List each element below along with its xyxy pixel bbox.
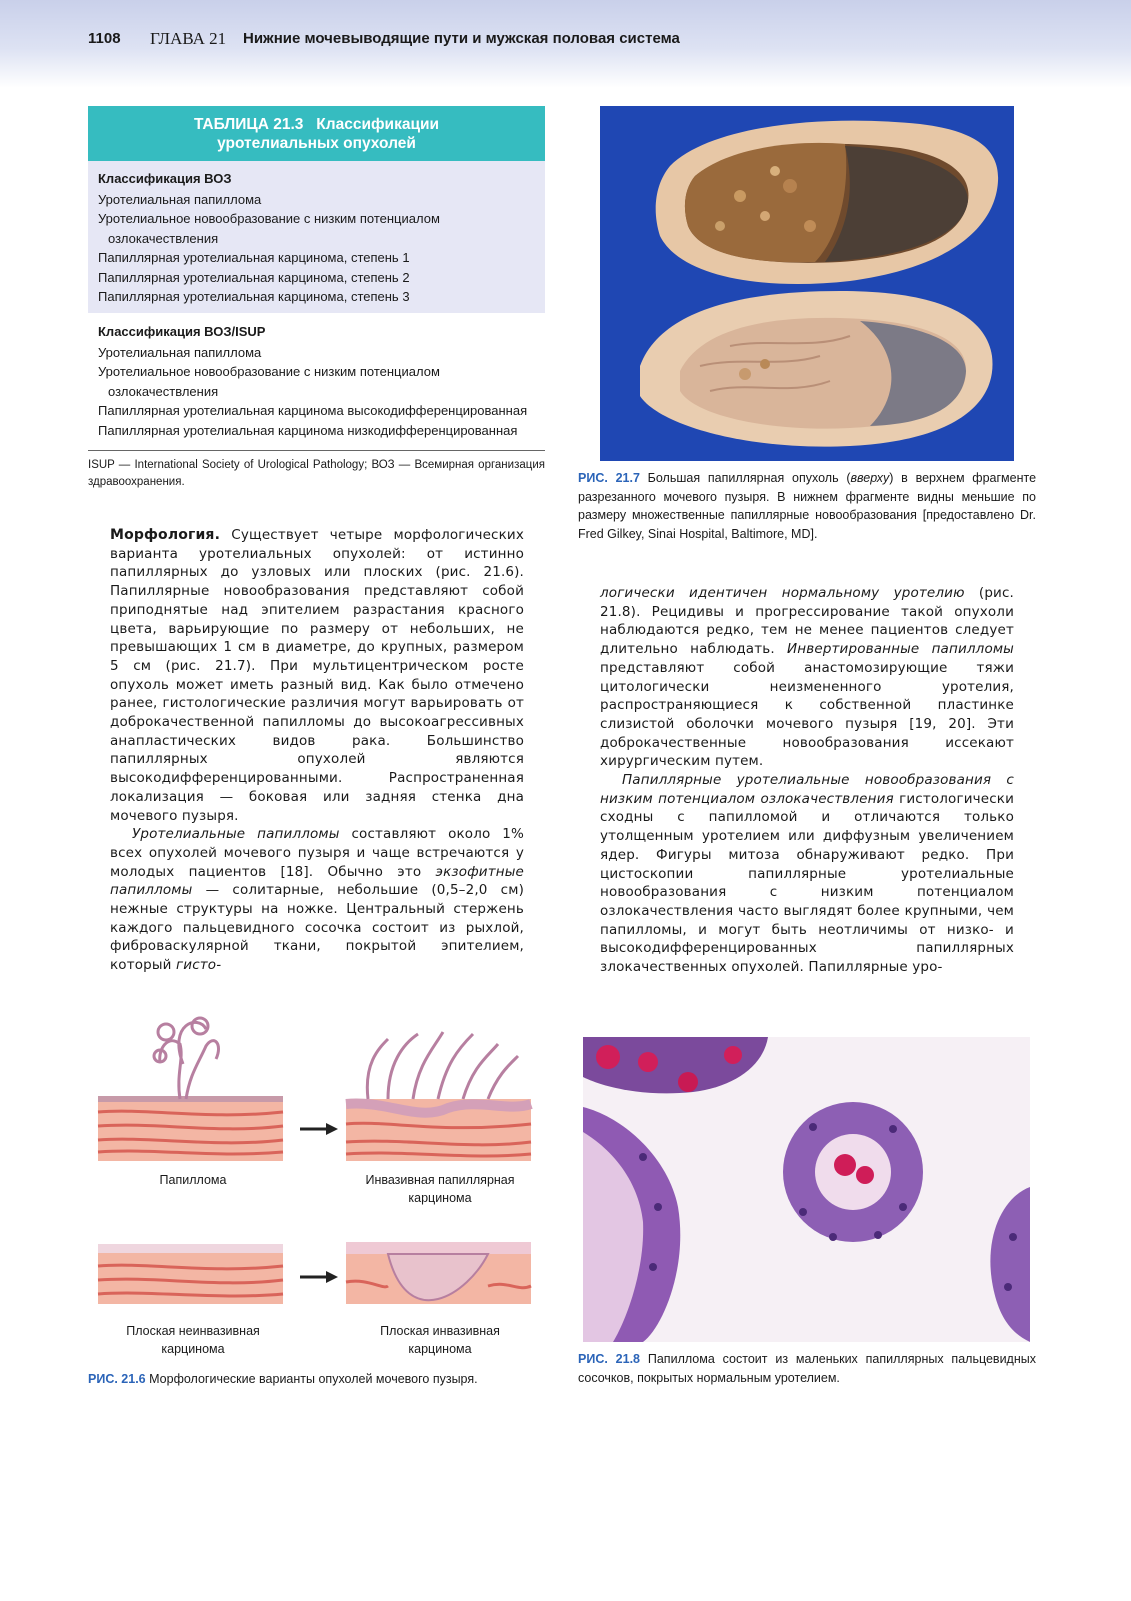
figure-21-7-caption [578, 469, 1036, 543]
caption-text: ) в верхнем фрагменте разрезанного мочевого пузыря. В нижнем фрагменте видны меньшие по размеру множественные папиллярные новообразования [предоставлено Dr. Fred Gilkey, Sinai Hospital, Baltimore, MD]. [578, 471, 1037, 541]
flat-invasive-tissue [346, 1242, 531, 1304]
table-item: Уротелиальная папиллома [98, 191, 262, 207]
caption-text: Папиллома состоит из маленьких папиллярных пальцевидных сосочков, покрытых нормальным уротелием. [578, 1352, 1036, 1385]
papilloma-tissue [98, 1018, 283, 1161]
table-section-who [88, 161, 545, 313]
diagram-label-invasive-papillary [350, 1171, 530, 1207]
emphasis-term: логически идентичен нормальному уротелию [600, 585, 965, 601]
diagram-label-line: Плоская инвазивная [380, 1324, 500, 1338]
figure-21-6-caption [88, 1370, 558, 1389]
table-item: Уротелиальная папиллома [98, 344, 262, 360]
diagram-label-line: карцинома [408, 1191, 472, 1205]
diagram-label-line: карцинома [161, 1342, 225, 1356]
table-section-who-isup [88, 313, 545, 451]
emphasis-term: экзофитные папилломы [110, 863, 524, 899]
table-item: озлокачествления [108, 230, 219, 246]
diagram-label-papilloma: Папиллома [159, 1173, 227, 1187]
table-item: озлокачествления [108, 383, 219, 399]
paragraph-text: — солитарные, небольшие (0,5–2,0 см) нежные структуры на ножке. Центральный стержень каждого пальцевидного сосочка состоит из рыхлой, фиброваскулярной ткани, покрытой эпителием, который [110, 882, 524, 974]
left-column-text [110, 526, 524, 975]
diagram-label-line: карцинома [408, 1342, 472, 1356]
figure-label: РИС. 21.7 [578, 471, 640, 485]
figure-21-8-caption [578, 1350, 1036, 1387]
table-item: Папиллярная уротелиальная карцинома высокодифференцированная [98, 403, 528, 418]
bladder-specimen-photo [600, 106, 1014, 461]
caption-emphasis: вверху [850, 471, 890, 485]
table-item: Папиллярная уротелиальная карцинома, степень 2 [98, 269, 410, 285]
caption-text: Морфологические варианты опухолей мочевого пузыря. [149, 1372, 478, 1386]
emphasis-term: Уротелиальные папилломы [132, 826, 340, 843]
diagram-label-flat-noninvasive [103, 1322, 283, 1358]
invasive-papillary-tissue [346, 1032, 531, 1161]
table-section-heading: Классификация ВОЗ/ISUP [98, 324, 266, 339]
diagram-label-line: Плоская неинвазивная [126, 1324, 260, 1338]
figure-label: РИС. 21.6 [88, 1372, 146, 1386]
table-title [88, 106, 545, 161]
flat-noninvasive-tissue [98, 1244, 283, 1304]
chapter-title: Нижние мочевыводящие пути и мужская половая система [243, 30, 680, 47]
emphasis-term: гисто- [176, 957, 222, 974]
table-item: Уротелиальное новообразование с низким потенциалом [98, 211, 440, 226]
paragraph-text: составляют около 1% всех опухолей мочевого пузыря и чаще встречаются у молодых пациентов [18]. Обычно это [110, 826, 525, 880]
section-heading: Морфология. [110, 527, 221, 543]
paragraph-text: Существует четыре морфологических варианта уротелиальных опухолей: от истинно папиллярных до узловых или плоских (рис. 21.6). Папиллярные новообразования представляют собой приподнятые над эпителием разрастания красного цвета, варьирующие по размеру от небольших, не превышающих 1 см в диаметре, до крупных, размером 5 см (рис. 21.7). При мультицентрическом росте опухоль может иметь разный вид. Как было отмечено ранее, гистологические различия могут варьировать от доброкачественной папилломы до высокоагрессивных анапластических видов рака. Большинство папиллярных опухолей являются высокодифференцированными. Распространенная локализация — боковая или задняя стенка дна мочевого пузыря. [110, 527, 524, 824]
table-item: Папиллярная уротелиальная карцинома, степень 3 [98, 289, 410, 304]
table-item: Папиллярная уротелиальная карцинома, степень 1 [98, 250, 410, 265]
table-section-heading: Классификация ВОЗ [98, 171, 232, 186]
table-item: Уротелиальное новообразование с низким потенциалом [98, 364, 440, 379]
table-title-line2: уротелиальных опухолей [217, 135, 416, 152]
table-item: Папиллярная уротелиальная карцинома низкодифференцированная [98, 422, 518, 438]
figure-21-6-diagram [88, 1004, 558, 1384]
papilloma-micrograph [583, 1037, 1030, 1342]
table-footnote: ISUP — International Society of Urological Pathology; ВОЗ — Всемирная организация здравоохранения. [88, 459, 545, 488]
figure-label: РИС. 21.8 [578, 1352, 641, 1366]
chapter-label: ГЛАВА 21 [150, 29, 227, 48]
table-title-line1: ТАБЛИЦА 21.3 Классификации [193, 116, 440, 133]
emphasis-term: Папиллярные уротелиальные новообразования с низким потенциалом озлокачествления [600, 772, 1014, 807]
paragraph-text: (рис. 21.8). Рецидивы и прогрессирование такой опухоли наблюдаются редко, тем не менее пациентов следует длительно наблюдать. [600, 585, 1014, 658]
page-number: 1108 [88, 30, 121, 47]
caption-text: Большая папиллярная опухоль ( [647, 471, 851, 485]
arrow-icon [300, 1123, 338, 1135]
paragraph-text: представляют собой анастомозирующие тяжи цитологически неизмененного уротелия, распространяющиеся к собственной пластинке слизистой оболочки мочевого пузыря [19, 20]. Эти доброкачественные новообразования иссекают хирургическим путем. [600, 659, 1014, 770]
paragraph-text: гистологически сходны с папилломой и отличаются только утолщенным уротелием или диффузным увеличением ядер. Фигуры митоза обнаруживают редко. При цистоскопии папиллярные уротелиальные новообразования с низким потенциалом озлокачествления часто выглядят более крупными, чем папилломы, и могут быть неотличимы от низко- и высокодифференцированных папиллярных злокачественных опухолей. Папиллярные уро- [600, 790, 1015, 976]
right-column-text [600, 584, 1014, 977]
emphasis-term: Инвертированные папилломы [787, 641, 1014, 658]
diagram-label-flat-invasive [350, 1322, 530, 1358]
diagram-label-line: Инвазивная папиллярная [365, 1173, 515, 1187]
arrow-icon [300, 1271, 338, 1283]
